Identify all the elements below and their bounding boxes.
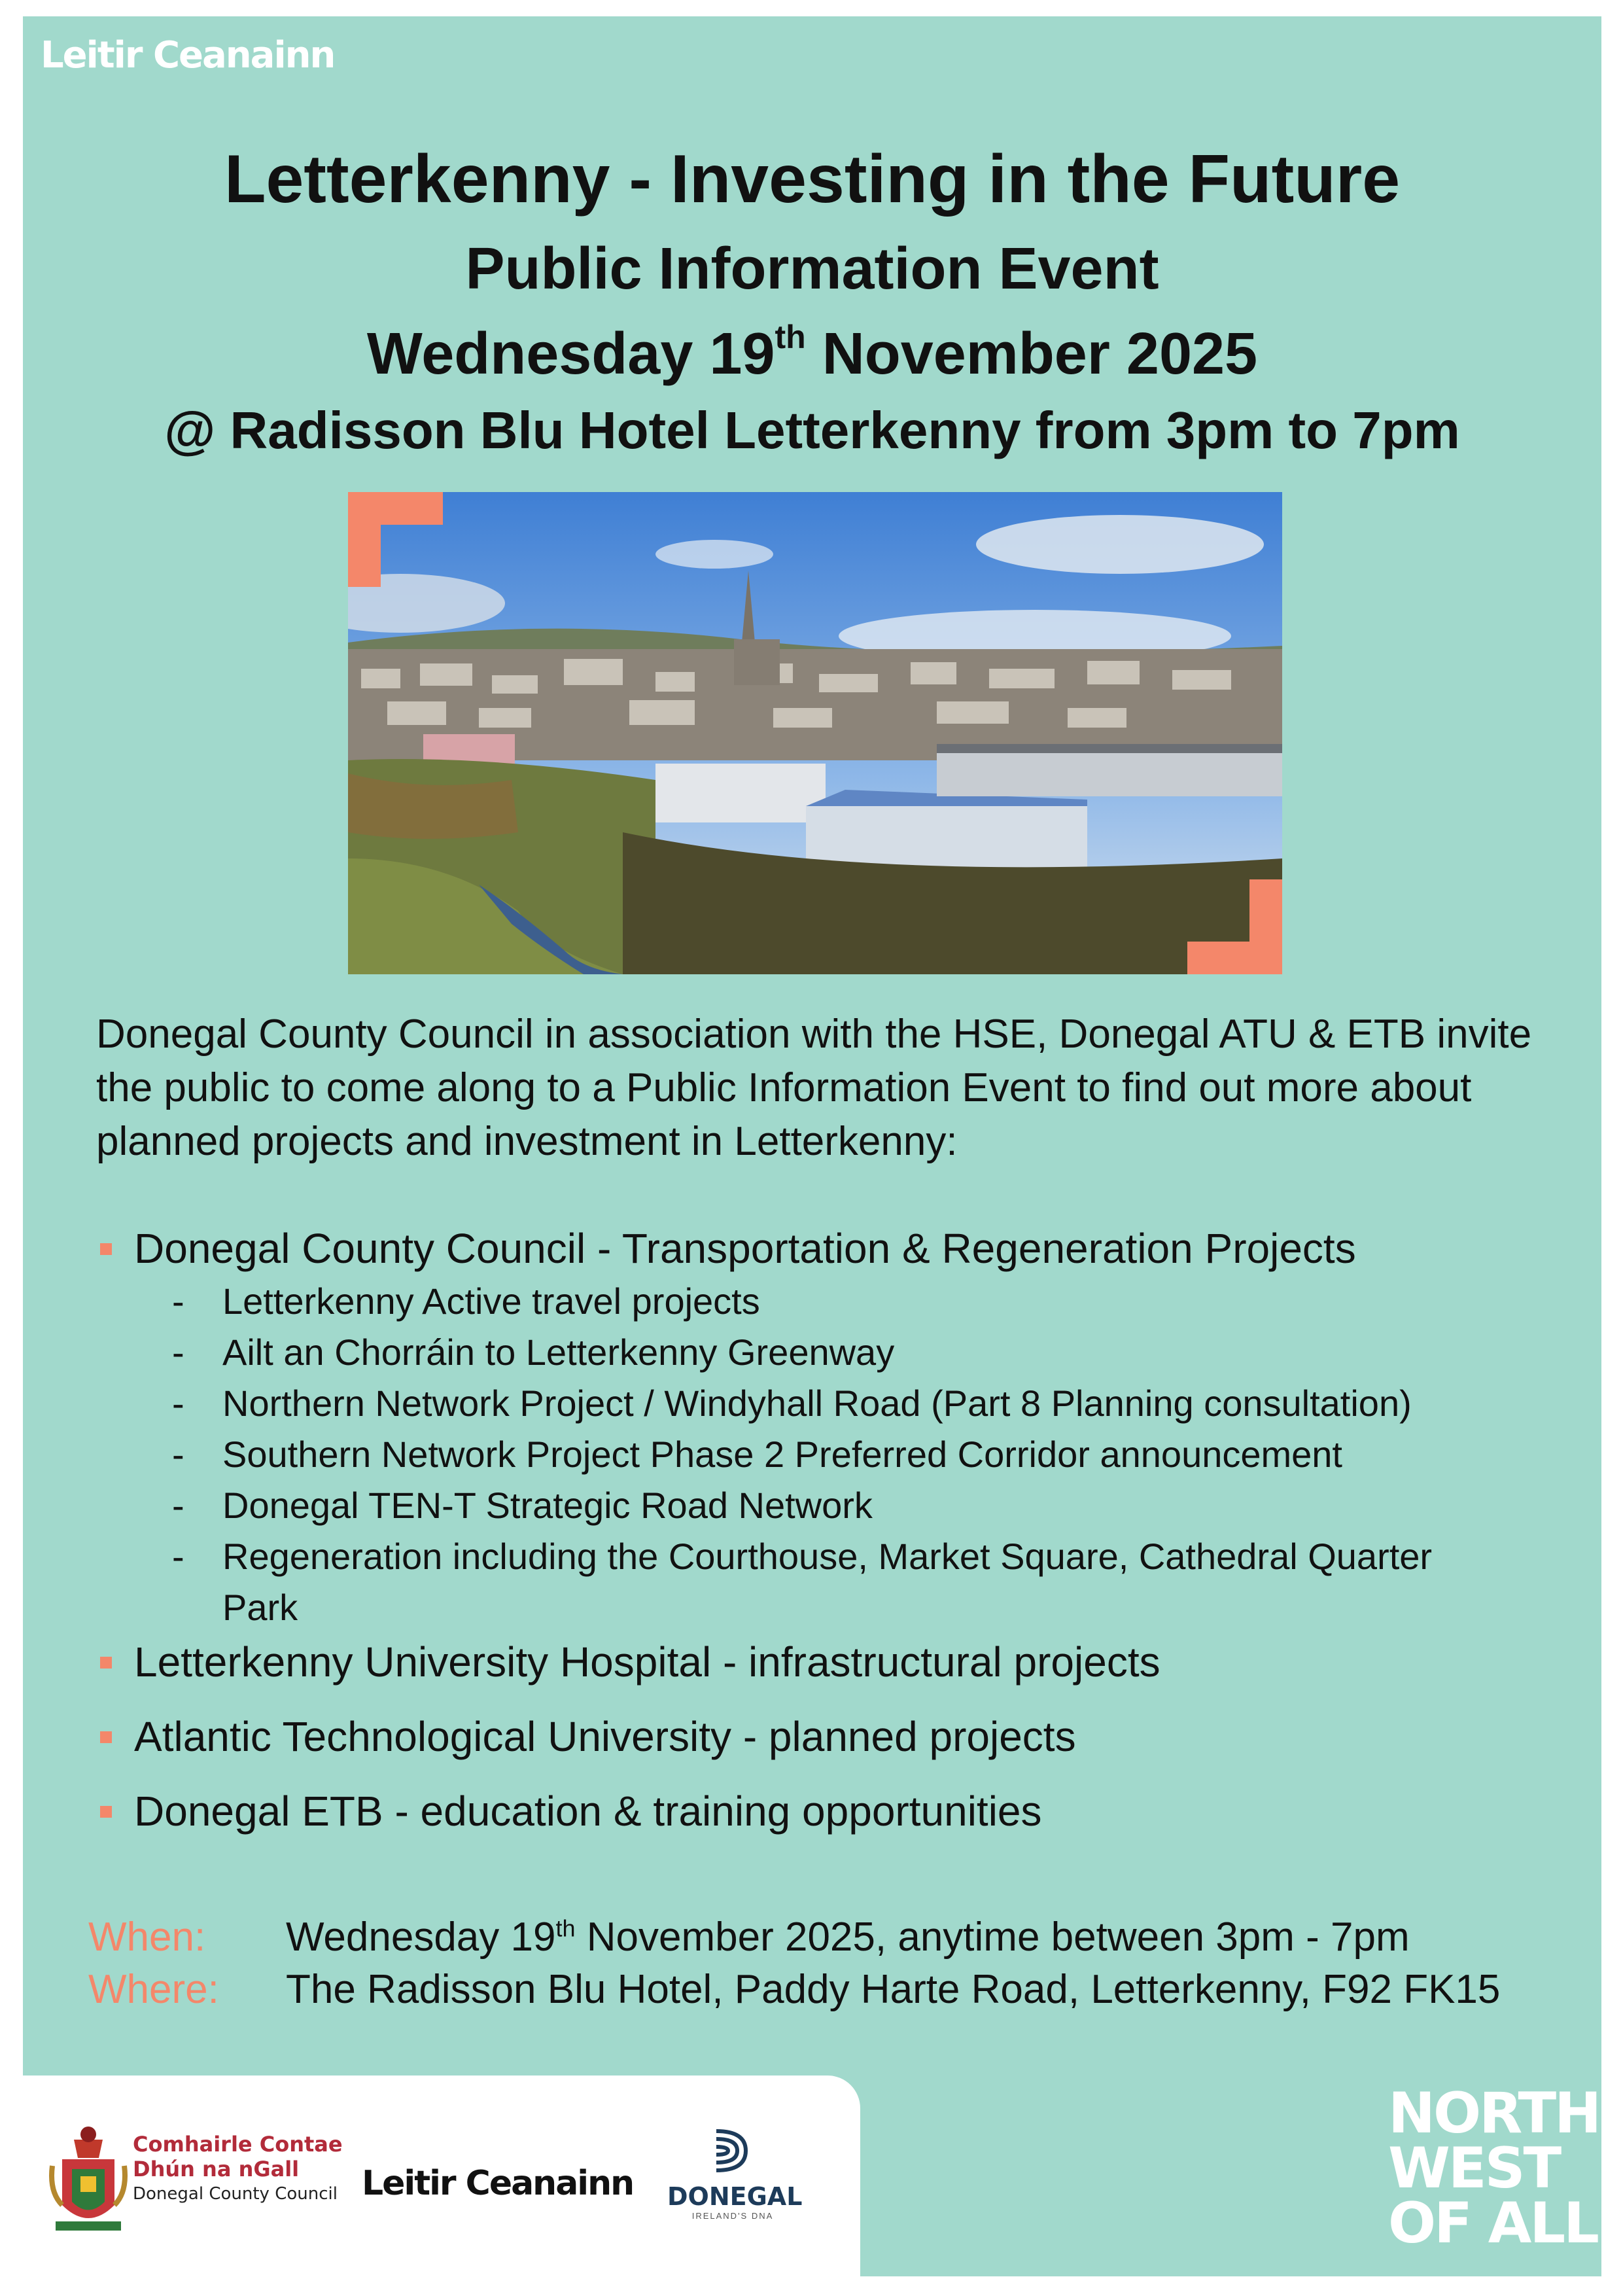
list-item: Donegal ETB - education & training opportunities — [96, 1786, 1562, 1836]
donegal-brand-logo: DONEGAL IRELAND'S DNA — [667, 2125, 798, 2229]
event-venue: @ Radisson Blu Hotel Letterkenny from 3pm to 7pm — [164, 401, 1460, 459]
sub-list-item: - Regeneration including the Courthouse, Market Square, Cathedral Quarter Park — [172, 1536, 1433, 1628]
square-bullet-icon — [100, 1657, 112, 1669]
council-crest-icon — [49, 2113, 128, 2238]
sub-list-item: - Donegal TEN-T Strategic Road Network — [172, 1485, 873, 1526]
north-west-of-all-logo: NORTH WEST OF ALL — [1388, 2081, 1600, 2256]
donegal-county-council-logo: Comhairle Contae Dhún na nGall Donegal County Council — [49, 2113, 350, 2244]
when-value: Wednesday 19th November 2025, anytime between 3pm - 7pm — [286, 1915, 1410, 1960]
event-subtitle: Public Information Event — [465, 236, 1159, 302]
photo-corner-accent-bottom — [1249, 879, 1282, 974]
intro-paragraph: Donegal County Council in association with the HSE, Donegal ATU & ETB invite the public to come along to a Public Information Event to find out more about planned projects and investment in Letterkenny: — [96, 1012, 1532, 1164]
square-bullet-icon — [100, 1731, 112, 1743]
event-title: Letterkenny - Investing in the Future — [224, 141, 1401, 217]
where-label: Where: — [88, 1967, 219, 2012]
leitir-ceanainn-logo: Leitir Ceanainn — [41, 34, 335, 77]
when-label: When: — [88, 1915, 206, 1960]
sub-list-item: - Southern Network Project Phase 2 Preferred Corridor announcement — [172, 1434, 1342, 1475]
footer-logo-bar — [23, 2075, 860, 2276]
square-bullet-icon — [100, 1243, 112, 1255]
sub-list-item: - Northern Network Project / Windyhall Road (Part 8 Planning consultation) — [172, 1383, 1412, 1424]
sub-list-item: - Letterkenny Active travel projects — [172, 1280, 760, 1322]
letterkenny-town-photo — [348, 492, 1282, 974]
where-value: The Radisson Blu Hotel, Paddy Harte Road, Letterkenny, F92 FK15 — [286, 1967, 1501, 2012]
sub-list-item: - Ailt an Chorráin to Letterkenny Greenway — [172, 1332, 895, 1373]
list-item: Letterkenny University Hospital - infrastructural projects — [96, 1637, 1562, 1687]
list-item: Atlantic Technological University - planned projects — [96, 1712, 1562, 1761]
list-item: Donegal County Council - Transportation & Regeneration Projects — [96, 1224, 1562, 1273]
square-bullet-icon — [100, 1806, 112, 1818]
projects-list — [96, 1224, 1562, 1836]
leitir-ceanainn-footer-logo: Leitir Ceanainn — [362, 2164, 634, 2203]
photo-corner-accent-top — [348, 492, 381, 587]
donegal-swirl-icon — [710, 2125, 756, 2177]
event-date: Wednesday 19th November 2025 — [366, 319, 1258, 387]
